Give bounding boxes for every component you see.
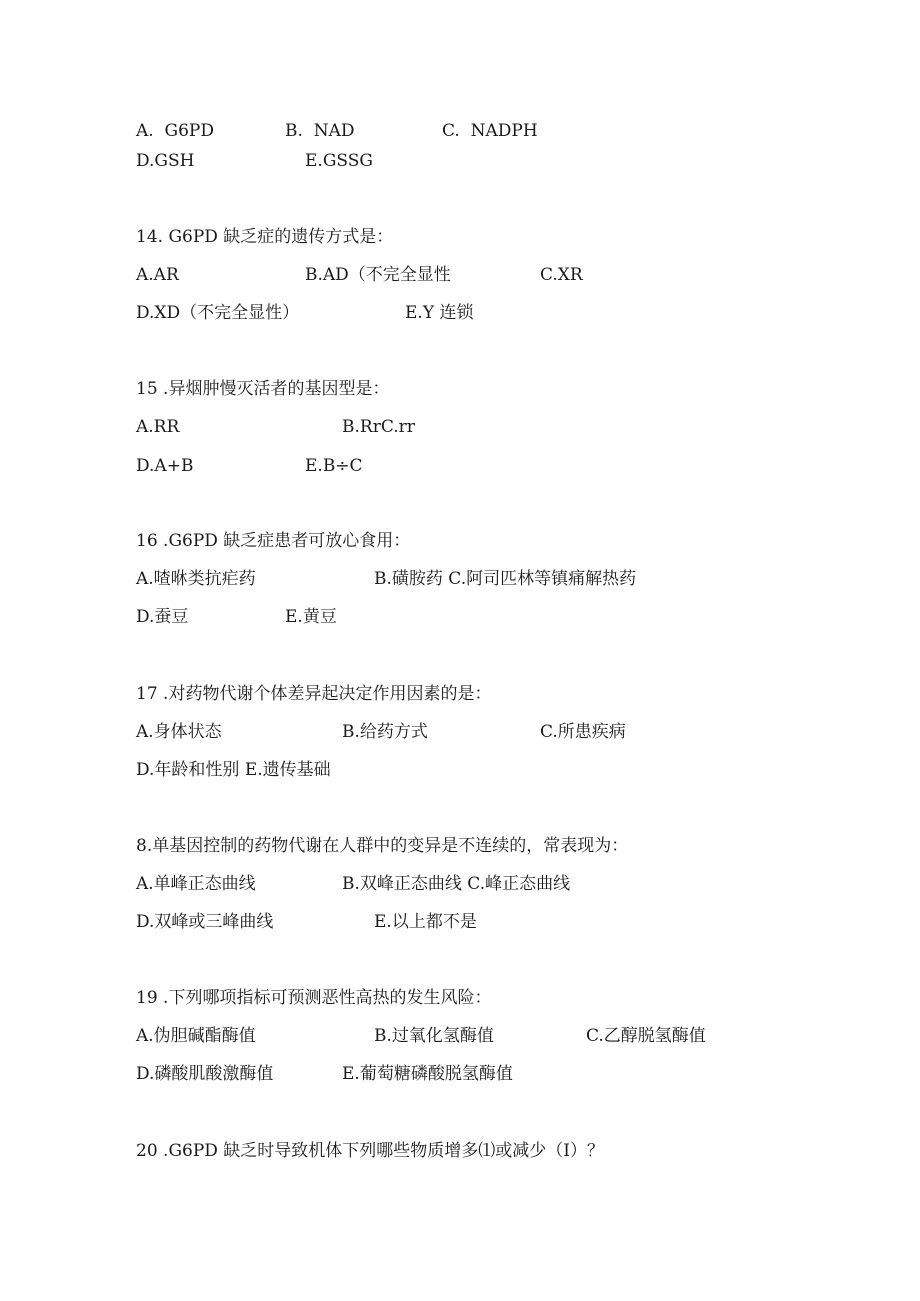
q16-option-a: A.喳咻类抗疟药 bbox=[136, 569, 256, 589]
q17-option-c: C.所患疾病 bbox=[540, 722, 626, 742]
q15-title: 15 .异烟肿慢灭活者的基因型是： bbox=[136, 379, 390, 399]
q19-option-d: D.磷酸肌酸激酶值 bbox=[136, 1064, 274, 1084]
q14-title: 14. G6PD 缺乏症的遗传方式是： bbox=[136, 227, 394, 247]
q17-option-de: D.年龄和性别 E.遗传基础 bbox=[136, 760, 331, 780]
q15-option-a: A.RR bbox=[136, 417, 180, 437]
q17-title: 17 .对药物代谢个体差异起决定作用因素的是： bbox=[136, 684, 492, 704]
q15-option-e: E.B÷C bbox=[305, 456, 363, 476]
q18-title: 8.单基因控制的药物代谢在人群中的变异是不连续的，常表现为： bbox=[136, 836, 629, 856]
q15-option-d: D.A+B bbox=[136, 456, 194, 476]
q16-option-bc: B.磺胺药 C.阿司匹林等镇痛解热药 bbox=[374, 569, 637, 589]
q13-option-b: B. NAD bbox=[285, 121, 355, 141]
q19-option-b: B.过氧化氢酶值 bbox=[374, 1026, 494, 1046]
q14-option-e: E.Y 连锁 bbox=[405, 303, 474, 323]
q18-option-bc: B.双峰正态曲线 C.峰正态曲线 bbox=[342, 874, 571, 894]
q19-option-e: E.葡萄糖磷酸脱氢酶值 bbox=[342, 1064, 513, 1084]
q16-option-d: D.蚕豆 bbox=[136, 607, 189, 627]
q16-option-e: E.黄豆 bbox=[285, 607, 337, 627]
q18-option-d: D.双峰或三峰曲线 bbox=[136, 912, 274, 932]
q13-option-e: E.GSSG bbox=[305, 151, 373, 171]
q18-option-a: A.单峰正态曲线 bbox=[136, 874, 256, 894]
q14-option-b: B.AD（不完全显性 bbox=[305, 265, 451, 285]
q18-option-e: E.以上都不是 bbox=[374, 912, 477, 932]
q20-title: 20 .G6PD 缺乏时导致机体下列哪些物质增多⑴或减少（I）？ bbox=[136, 1141, 605, 1161]
q14-option-c: C.XR bbox=[540, 265, 583, 285]
q14-option-d: D.XD（不完全显性） bbox=[136, 303, 300, 323]
q17-option-b: B.给药方式 bbox=[342, 722, 428, 742]
q19-option-c: C.乙醇脱氢酶值 bbox=[586, 1026, 706, 1046]
q17-option-a: A.身体状态 bbox=[136, 722, 222, 742]
q19-title: 19 .下列哪项指标可预测恶性高热的发生风险： bbox=[136, 988, 492, 1008]
q14-option-a: A.AR bbox=[136, 265, 179, 285]
q13-option-d: D.GSH bbox=[136, 151, 195, 171]
q13-option-a: A. G6PD bbox=[136, 121, 214, 141]
q15-option-bc: B.RrC.rr bbox=[342, 417, 415, 437]
q16-title: 16 .G6PD 缺乏症患者可放心食用： bbox=[136, 531, 411, 551]
q13-option-c: C. NADPH bbox=[442, 121, 538, 141]
q19-option-a: A.伪胆碱酯酶值 bbox=[136, 1026, 256, 1046]
